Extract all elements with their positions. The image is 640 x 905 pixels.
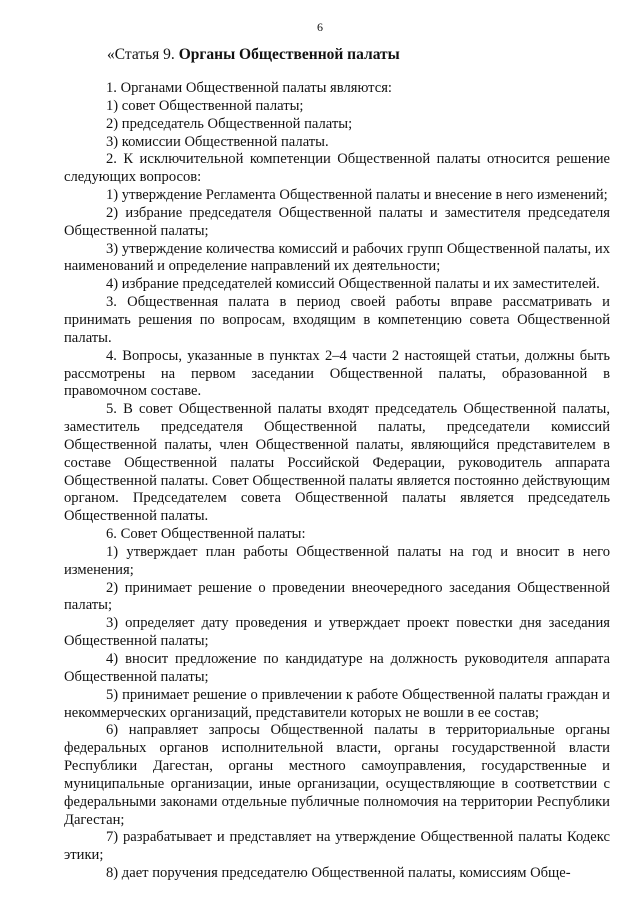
paragraph: 1) утверждает план работы Общественной палаты на год и вносит в него изменения; (64, 543, 610, 578)
paragraph: 8) дает поручения председателю Общественной палаты, комиссиям Обще- (106, 865, 571, 882)
paragraph: 7) разрабатывает и представляет на утверждение Общественной палаты Кодекс этики; (64, 829, 610, 864)
page-number: 6 (317, 20, 323, 34)
article-heading (107, 46, 400, 64)
article-number: «Статья 9. (107, 46, 175, 63)
paragraph: 2) принимает решение о проведении внеочередного заседания Общественной палаты; (64, 579, 610, 614)
paragraph: 6) направляет запросы Общественной палаты в территориальные органы федеральных органов исполнительной власти, органы государственной власти Республики Дагестан, органы местного самоуправления, государственные и муниципальные организации, иные организации, осуществляющие в соответствии с федеральными законами отдельные публичные полномочия на территории Республики Дагестан; (64, 722, 610, 828)
paragraph: 3) определяет дату проведения и утверждает проект повестки дня заседания Общественной палаты; (64, 615, 610, 650)
paragraph: 4. Вопросы, указанные в пунктах 2–4 части 2 настоящей статьи, должны быть рассмотрены на первом заседании Общественной палаты, образованной в правомочном составе. (64, 347, 610, 400)
paragraph: 2) избрание председателя Общественной палаты и заместителя председателя Общественной палаты; (64, 204, 610, 239)
paragraph: 1) утверждение Регламента Общественной палаты и внесение в него изменений; (106, 187, 608, 204)
paragraph: 1. Органами Общественной палаты являются: (106, 80, 392, 96)
paragraph: 2. К исключительной компетенции Общественной палаты относится решение следующих вопросов: (64, 151, 610, 186)
paragraph: 5. В совет Общественной палаты входят председатель Общественной палаты, заместитель председателя Общественной палаты, председатели комиссий Общественной палаты, член Общественной палаты, являющийся представителем в составе Общественной палаты Российской Федерации, руководитель аппарата Общественной палаты. Совет Общественной палаты является постоянно действующим органом. Председателем совета Общественной палаты является председатель Общественной палаты. (64, 401, 610, 525)
paragraph: 3) утверждение количества комиссий и рабочих групп Общественной палаты, их наименований и определение направлений их деятельности; (64, 240, 610, 275)
paragraph: 5) принимает решение о привлечении к работе Общественной палаты граждан и некоммерческих организаций, представители которых не вошли в ее состав; (64, 686, 610, 721)
paragraph: 3. Общественная палата в период своей работы вправе рассматривать и принимать решения по вопросам, входящим в компетенцию совета Общественной палаты. (64, 294, 610, 346)
paragraph: 2) председатель Общественной палаты; (106, 115, 353, 132)
article-title: Органы Общественной палаты (178, 46, 400, 63)
paragraph: 1) совет Общественной палаты; (106, 97, 304, 114)
article-body (64, 80, 610, 883)
paragraph: 4) вносит предложение по кандидатуре на должность руководителя аппарата Общественной палаты; (64, 651, 610, 685)
paragraph: 6. Совет Общественной палаты: (106, 526, 306, 543)
paragraph: 4) избрание председателей комиссий Общественной палаты и их заместителей. (106, 276, 600, 293)
paragraph: 3) комиссии Общественной палаты. (106, 133, 329, 150)
